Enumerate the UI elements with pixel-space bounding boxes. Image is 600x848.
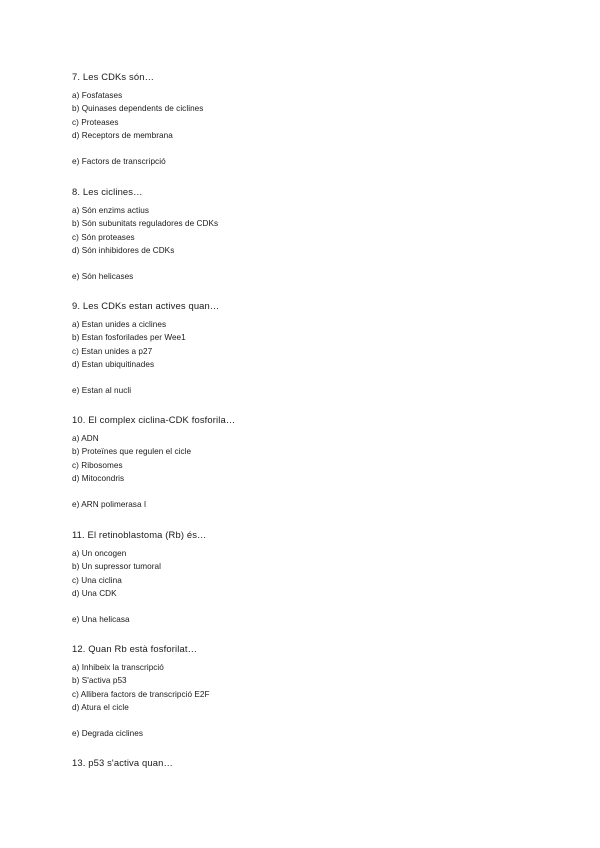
option-b: b) Un supressor tumoral — [72, 562, 161, 572]
question-title: 13. p53 s'activa quan… — [72, 757, 173, 768]
option-d: d) Estan ubiquitinades — [72, 359, 155, 369]
question-13 — [72, 757, 552, 775]
option-c: c) Una ciclina — [72, 575, 122, 585]
option-e: e) ARN polimerasa I — [72, 500, 147, 510]
option-e: e) Degrada ciclines — [72, 729, 144, 739]
option-a: a) ADN — [72, 434, 99, 443]
question-title: 12. Quan Rb està fosforilat… — [72, 643, 198, 654]
option-d: d) Són inhibidores de CDKs — [72, 245, 175, 255]
option-e: e) Factors de transcripció — [72, 157, 166, 167]
question-11 — [72, 529, 552, 626]
option-c: c) Ribosomes — [72, 460, 123, 470]
question-title: 7. Les CDKs són… — [72, 71, 155, 82]
option-d: d) Receptors de membrana — [72, 130, 173, 140]
option-e: e) Són helicases — [72, 272, 134, 282]
question-title: 9. Les CDKs estan actives quan… — [72, 300, 220, 311]
option-a: a) Inhibeix la transcripció — [72, 663, 164, 672]
question-8 — [72, 186, 552, 283]
option-c: c) Són proteases — [72, 232, 135, 242]
option-d: d) Mitocondris — [72, 473, 125, 483]
option-b: b) Quinases dependents de ciclines — [72, 104, 204, 114]
question-12 — [72, 643, 552, 740]
option-b: b) Proteïnes que regulen el cicle — [72, 447, 192, 457]
option-a: a) Són enzims actius — [72, 206, 149, 215]
option-e: e) Estan al nucli — [72, 386, 132, 396]
option-e: e) Una helicasa — [72, 615, 130, 625]
option-b: b) Estan fosforilades per Wee1 — [72, 333, 186, 343]
question-7 — [72, 71, 552, 168]
option-a: a) Estan unides a ciclines — [72, 320, 167, 329]
option-c: c) Allibera factors de transcripció E2F — [72, 689, 210, 699]
option-d: d) Una CDK — [72, 588, 117, 598]
option-c: c) Proteases — [72, 117, 119, 127]
question-title: 11. El retinoblastoma (Rb) és… — [72, 529, 207, 540]
option-c: c) Estan unides a p27 — [72, 346, 153, 356]
option-a: a) Fosfatases — [72, 91, 123, 100]
question-title: 8. Les ciclines… — [72, 186, 143, 197]
question-title: 10. El complex ciclina-CDK fosforila… — [72, 414, 236, 425]
option-b: b) S'activa p53 — [72, 676, 127, 686]
option-b: b) Són subunitats reguladores de CDKs — [72, 219, 219, 229]
question-10 — [72, 414, 552, 511]
option-a: a) Un oncogen — [72, 549, 127, 558]
question-9 — [72, 300, 552, 397]
option-d: d) Atura el cicle — [72, 702, 129, 712]
